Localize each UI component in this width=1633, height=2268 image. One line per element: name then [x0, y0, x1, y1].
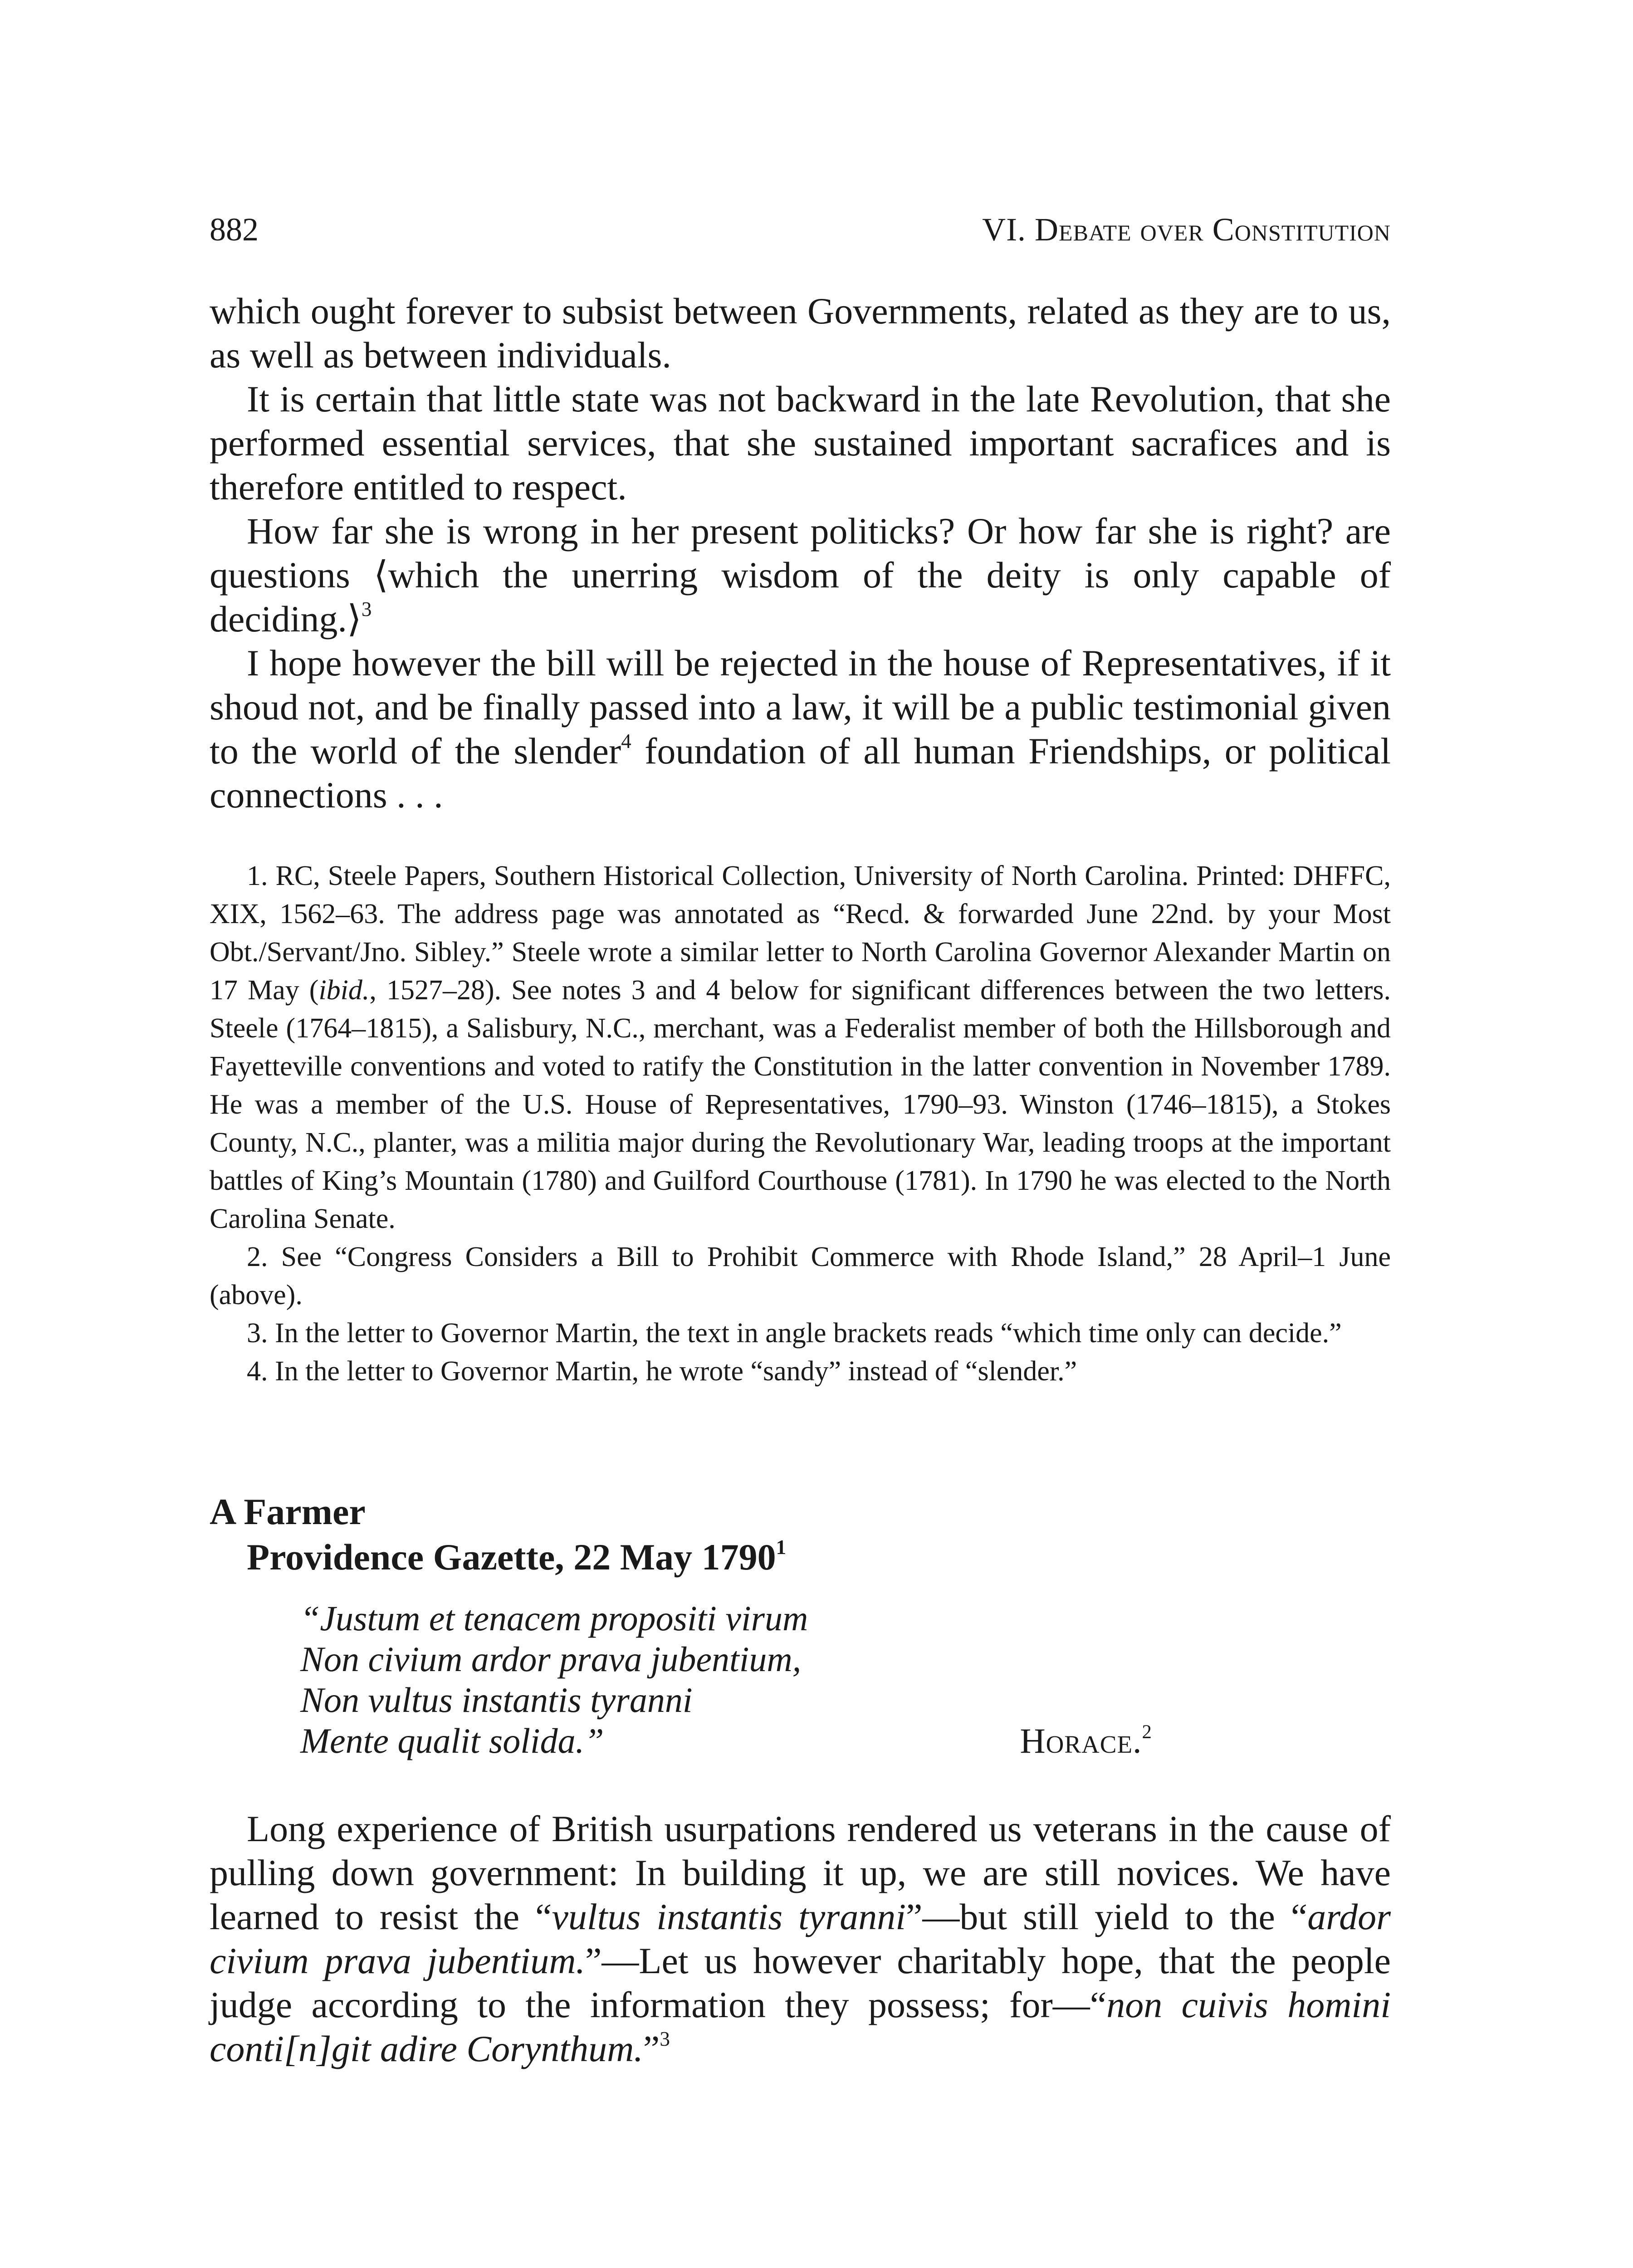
letter-paragraph-4-text-b: foundation of all human Friendships, or political connections . . . — [210, 730, 1391, 816]
article-latin-2: ardor civium prava jubentium. — [210, 1896, 1391, 1981]
letter-paragraph-4 — [210, 641, 1391, 817]
footnotes — [210, 857, 1391, 1390]
page — [210, 213, 1391, 2071]
letter-paragraph-3-text: How far she is wrong in her present politicks? Or how far she is right? are questions ⟨which the unerring wisdom of the deity is only capable of deciding.⟩ — [210, 510, 1391, 640]
epigraph — [300, 1598, 1391, 1761]
article-latin-3: non cuivis homini conti[n]git adire Corynthum. — [210, 1984, 1391, 2069]
article-text-3: ”—Let us however charitably hope, that the people judge according to the information they possess; for—“ — [210, 1940, 1391, 2025]
epigraph-line-3: Non vultus instantis tyranni — [300, 1680, 693, 1720]
article-latin-1: vultus instantis tyranni — [552, 1896, 906, 1937]
footnote-1 — [210, 857, 1391, 1238]
letter-paragraph-4-text-a: I hope however the bill will be rejected in the house of Representatives, if it shoud not, and be finally passed into a law, it will be a public testimonial given to the world of the slender — [210, 642, 1391, 772]
epigraph-attribution-text: Horace. — [1020, 1721, 1142, 1760]
article-text-4: ” — [643, 2028, 660, 2069]
article-heading — [210, 1489, 1391, 1580]
article-author: A Farmer — [210, 1491, 366, 1532]
article-paragraph-1 — [210, 1807, 1391, 2071]
article-body — [210, 1807, 1391, 2071]
footnote-4: 4. In the letter to Governor Martin, he wrote “sandy” instead of “slender.” — [247, 1356, 1077, 1387]
footnote-2: 2. See “Congress Considers a Bill to Prohibit Commerce with Rhode Island,” 28 April–1 June (above). — [210, 1242, 1391, 1310]
article-text-1: Long experience of British usurpations rendered us veterans in the cause of pulling down government: In building it up, we are still novices. We have learned to resist the “ — [210, 1808, 1391, 1937]
footnote-ref-3: 3 — [361, 598, 372, 621]
footnote-1-ibid: ibid. — [318, 975, 370, 1006]
letter-paragraph-3 — [210, 509, 1391, 641]
footnote-ref-4: 4 — [621, 730, 631, 753]
running-title: VI. Debate over Constitution — [982, 211, 1391, 248]
page-number: 882 — [210, 211, 259, 248]
epigraph-line-1: “Justum et tenacem propositi virum — [300, 1598, 808, 1638]
letter-paragraph-2: It is certain that little state was not backward in the late Revolution, that she performed essential services, that she sustained important sacrafices and is therefore entitled to respect. — [210, 378, 1391, 508]
footnote-3: 3. In the letter to Governor Martin, the text in angle brackets reads “which time only can decide.” — [247, 1318, 1342, 1349]
article-text-2: ”—but still yield to the “ — [906, 1896, 1308, 1937]
epigraph-line-2: Non civium ardor prava jubentium, — [300, 1639, 802, 1679]
footnote-1-text-a: 1. RC, Steele Papers, Southern Historical Collection, University of North Carolina. Printed: DHFFC, XIX, 1562–63. The address page was annotated as “Recd. & forwarded June 22nd. by your Most Obt./Servant/Jno. Sibley.” Steele wrote a similar letter to North Carolina Governor Alexander Martin on 17 May ( — [210, 860, 1391, 1006]
article-footnote-ref-3: 3 — [660, 2028, 670, 2051]
article-publication — [247, 1535, 1391, 1580]
letter-paragraph-1: which ought forever to subsist between Governments, related as they are to us, as well as between individuals. — [210, 290, 1391, 376]
letter-text — [210, 289, 1391, 817]
epigraph-attribution — [1020, 1721, 1152, 1761]
article-footnote-ref-2: 2 — [1142, 1721, 1152, 1743]
article-publication-text: Providence Gazette, 22 May 1790 — [247, 1536, 776, 1578]
article-footnote-ref-1: 1 — [776, 1536, 787, 1559]
footnote-1-text-b: , 1527–28). See notes 3 and 4 below for significant differences between the two letters. Steele (1764–1815), a Salisbury, N.C., merchant, was a Federalist member of both the Hillsborough and Fayetteville conventions and voted to ratify the Constitution in the latter convention in November 1789. He was a member of the U.S. House of Representatives, 1790–93. Winston (1746–1815), a Stokes County, N.C., planter, was a militia major during the Revolutionary War, leading troops at the important battles of King’s Mountain (1780) and Guilford Courthouse (1781). In 1790 he was elected to the North Carolina Senate. — [210, 975, 1391, 1234]
running-head — [210, 213, 1391, 246]
epigraph-line-4: Mente qualit solida.” — [300, 1721, 604, 1760]
